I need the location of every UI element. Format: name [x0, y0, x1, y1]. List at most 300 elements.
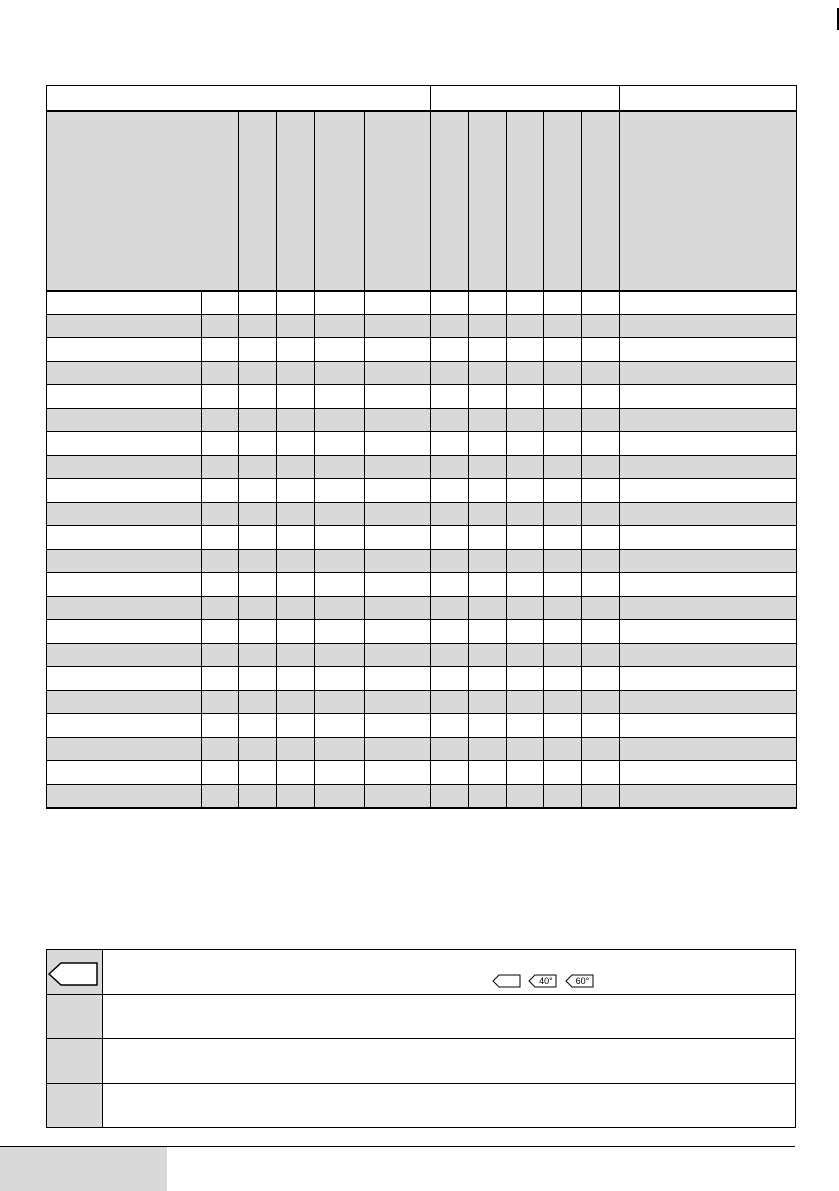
table-cell [202, 526, 239, 550]
table-row [47, 549, 797, 573]
table-row [47, 502, 797, 526]
table-cell [239, 408, 277, 432]
table-cell [469, 643, 507, 667]
table-cell [47, 714, 202, 738]
table-cell [277, 408, 315, 432]
table-cell [544, 573, 582, 597]
symbol-legend-table [46, 949, 796, 1128]
table-cell [507, 549, 544, 573]
table-cell [277, 455, 315, 479]
group-header-cell [431, 86, 620, 111]
table-cell [365, 784, 431, 808]
legend-row [47, 994, 796, 1039]
table-cell [431, 714, 469, 738]
table-cell [507, 408, 544, 432]
table-cell [469, 596, 507, 620]
table-cell [365, 667, 431, 691]
table-cell [277, 737, 315, 761]
legend-text-cell [103, 994, 796, 1039]
table-row [47, 408, 797, 432]
column-header-cell [431, 111, 469, 291]
table-cell [47, 338, 202, 362]
table-cell [431, 385, 469, 409]
table-cell [431, 690, 469, 714]
table-cell [365, 338, 431, 362]
table-cell [620, 502, 797, 526]
table-cell [315, 502, 365, 526]
table-cell [544, 361, 582, 385]
table-cell [544, 526, 582, 550]
table-row [47, 620, 797, 644]
table-cell [202, 314, 239, 338]
table-cell [277, 620, 315, 644]
table-cell [582, 432, 620, 456]
table-cell [431, 361, 469, 385]
table-cell [507, 455, 544, 479]
table-cell [431, 620, 469, 644]
column-header-cell [620, 111, 797, 291]
table-cell [469, 690, 507, 714]
table-cell [620, 573, 797, 597]
legend-text-cell [103, 1083, 796, 1128]
table-cell [620, 596, 797, 620]
table-cell [507, 690, 544, 714]
table-cell [469, 338, 507, 362]
legend-symbol-cell [47, 1083, 103, 1128]
table-cell [582, 291, 620, 315]
table-cell [469, 455, 507, 479]
table-cell [507, 737, 544, 761]
table-cell [239, 690, 277, 714]
table-row [47, 690, 797, 714]
table-cell [620, 338, 797, 362]
table-row [47, 784, 797, 808]
table-row [47, 737, 797, 761]
table-cell [469, 479, 507, 503]
table-cell [544, 596, 582, 620]
table-cell [365, 408, 431, 432]
table-cell [431, 479, 469, 503]
table-cell [239, 291, 277, 315]
table-row [47, 667, 797, 691]
table-cell [365, 714, 431, 738]
table-cell [365, 643, 431, 667]
table-cell [507, 784, 544, 808]
table-cell [544, 690, 582, 714]
column-header-cell [582, 111, 620, 291]
table-cell [202, 479, 239, 503]
table-cell [315, 737, 365, 761]
table-cell [582, 314, 620, 338]
table-row [47, 455, 797, 479]
table-cell [315, 620, 365, 644]
table-cell [202, 549, 239, 573]
table-cell [582, 596, 620, 620]
table-cell [507, 479, 544, 503]
table-cell [620, 761, 797, 785]
table-cell [365, 291, 431, 315]
table-cell [431, 455, 469, 479]
table-cell [544, 620, 582, 644]
table-cell [277, 643, 315, 667]
table-cell [469, 432, 507, 456]
legend-text-cell [103, 1039, 796, 1084]
table-cell [544, 502, 582, 526]
table-cell [47, 596, 202, 620]
table-cell [239, 314, 277, 338]
table-cell [582, 667, 620, 691]
table-cell [47, 620, 202, 644]
table-cell [620, 385, 797, 409]
table-cell [202, 596, 239, 620]
table-cell [582, 549, 620, 573]
table-cell [431, 737, 469, 761]
table-cell [507, 432, 544, 456]
footer-page-tab [0, 1147, 167, 1191]
table-cell [239, 361, 277, 385]
legend-symbol-cell [47, 994, 103, 1039]
table-cell [277, 314, 315, 338]
table-cell [431, 784, 469, 808]
table-cell [431, 502, 469, 526]
table-row [47, 338, 797, 362]
program-table [46, 85, 797, 809]
table-cell [277, 667, 315, 691]
table-cell [202, 361, 239, 385]
table-cell [277, 714, 315, 738]
table-cell [544, 314, 582, 338]
table-cell [47, 761, 202, 785]
table-cell [507, 502, 544, 526]
table-cell [544, 784, 582, 808]
table-cell [544, 408, 582, 432]
table-cell [469, 291, 507, 315]
table-cell [202, 408, 239, 432]
table-cell [315, 455, 365, 479]
table-cell [202, 690, 239, 714]
table-cell [582, 737, 620, 761]
temperature-tag-label: 40° [539, 976, 553, 986]
table-cell [582, 455, 620, 479]
table-cell [544, 643, 582, 667]
table-cell [365, 690, 431, 714]
table-cell [277, 761, 315, 785]
table-cell [469, 526, 507, 550]
table-cell [47, 690, 202, 714]
table-cell [239, 620, 277, 644]
table-cell [202, 620, 239, 644]
temperature-tag-40-icon [528, 974, 557, 988]
table-cell [507, 714, 544, 738]
table-row [47, 714, 797, 738]
table-cell [365, 596, 431, 620]
table-cell [239, 784, 277, 808]
table-cell [620, 620, 797, 644]
table-cell [277, 479, 315, 503]
table-cell [582, 526, 620, 550]
table-cell [507, 338, 544, 362]
table-row [47, 291, 797, 315]
temperature-tag-label: 60° [575, 976, 590, 986]
table-cell [365, 455, 431, 479]
table-cell [431, 573, 469, 597]
table-cell [365, 526, 431, 550]
table-group-header-row [47, 86, 797, 111]
table-cell [202, 573, 239, 597]
table-cell [202, 385, 239, 409]
table-cell [544, 291, 582, 315]
column-header-cell [507, 111, 544, 291]
table-cell [507, 361, 544, 385]
table-cell [202, 432, 239, 456]
table-cell [620, 432, 797, 456]
table-cell [431, 526, 469, 550]
table-cell [620, 526, 797, 550]
table-cell [47, 526, 202, 550]
column-header-cell [239, 111, 277, 291]
table-cell [47, 479, 202, 503]
temperature-tags [492, 974, 597, 988]
table-cell [239, 502, 277, 526]
table-cell [315, 432, 365, 456]
table-cell [315, 667, 365, 691]
table-cell [315, 761, 365, 785]
table-cell [469, 573, 507, 597]
table-cell [239, 643, 277, 667]
table-cell [315, 314, 365, 338]
table-cell [469, 714, 507, 738]
table-cell [469, 361, 507, 385]
column-header-cell [365, 111, 431, 291]
table-cell [277, 596, 315, 620]
table-cell [544, 432, 582, 456]
table-cell [202, 338, 239, 362]
table-cell [620, 455, 797, 479]
table-cell [582, 573, 620, 597]
table-cell [239, 573, 277, 597]
table-cell [277, 502, 315, 526]
table-cell [507, 596, 544, 620]
table-cell [277, 291, 315, 315]
table-cell [239, 526, 277, 550]
table-cell [47, 502, 202, 526]
table-cell [47, 432, 202, 456]
table-cell [365, 432, 431, 456]
table-cell [582, 385, 620, 409]
table-cell [202, 667, 239, 691]
table-cell [239, 432, 277, 456]
legend-symbol-cell [47, 1039, 103, 1084]
table-cell [507, 643, 544, 667]
table-cell [315, 526, 365, 550]
column-header-cell [469, 111, 507, 291]
table-cell [431, 338, 469, 362]
table-cell [620, 784, 797, 808]
table-cell [239, 549, 277, 573]
table-cell [277, 385, 315, 409]
table-cell [47, 573, 202, 597]
table-cell [620, 479, 797, 503]
table-cell [239, 596, 277, 620]
table-cell [315, 784, 365, 808]
table-row [47, 761, 797, 785]
table-cell [47, 291, 202, 315]
table-cell [507, 385, 544, 409]
table-cell [365, 502, 431, 526]
table-cell [582, 408, 620, 432]
table-cell [507, 526, 544, 550]
table-cell [469, 314, 507, 338]
table-cell [582, 714, 620, 738]
group-header-cell [620, 86, 797, 111]
table-cell [47, 455, 202, 479]
table-cell [469, 761, 507, 785]
table-cell [47, 643, 202, 667]
table-cell [582, 690, 620, 714]
table-cell [202, 784, 239, 808]
table-cell [582, 620, 620, 644]
table-row [47, 526, 797, 550]
table-cell [507, 314, 544, 338]
table-cell [365, 573, 431, 597]
table-cell [365, 314, 431, 338]
table-cell [315, 573, 365, 597]
table-cell [431, 314, 469, 338]
table-cell [315, 338, 365, 362]
table-cell [431, 667, 469, 691]
table-cell [620, 408, 797, 432]
table-cell [544, 455, 582, 479]
temperature-tag-60-icon [565, 974, 594, 988]
table-cell [544, 338, 582, 362]
table-cell [47, 361, 202, 385]
table-cell [315, 714, 365, 738]
table-cell [277, 338, 315, 362]
column-header-cell [315, 111, 365, 291]
table-cell [544, 737, 582, 761]
table-cell [582, 361, 620, 385]
table-cell [620, 291, 797, 315]
table-cell [239, 714, 277, 738]
table-cell [469, 667, 507, 691]
table-cell [431, 596, 469, 620]
table-cell [47, 408, 202, 432]
temperature-tag-cold-icon [492, 974, 521, 988]
table-cell [507, 667, 544, 691]
table-cell [620, 549, 797, 573]
table-cell [620, 361, 797, 385]
table-row [47, 573, 797, 597]
table-row [47, 361, 797, 385]
temperature-tag-icon [47, 960, 99, 988]
table-cell [315, 549, 365, 573]
table-cell [202, 455, 239, 479]
table-cell [47, 737, 202, 761]
table-cell [507, 620, 544, 644]
table-cell [431, 291, 469, 315]
table-cell [582, 761, 620, 785]
table-cell [544, 549, 582, 573]
column-header-cell [277, 111, 315, 291]
table-cell [47, 667, 202, 691]
table-cell [315, 361, 365, 385]
table-row [47, 385, 797, 409]
table-cell [365, 549, 431, 573]
table-cell [202, 737, 239, 761]
table-cell [365, 620, 431, 644]
table-cell [315, 479, 365, 503]
program-table-body [47, 291, 797, 808]
table-cell [365, 361, 431, 385]
table-cell [365, 761, 431, 785]
table-cell [277, 526, 315, 550]
table-cell [544, 761, 582, 785]
table-cell [507, 291, 544, 315]
table-cell [202, 291, 239, 315]
table-cell [315, 643, 365, 667]
table-cell [202, 643, 239, 667]
table-cell [277, 549, 315, 573]
table-cell [239, 338, 277, 362]
table-cell [315, 690, 365, 714]
table-cell [620, 314, 797, 338]
table-cell [582, 784, 620, 808]
table-cell [431, 408, 469, 432]
table-cell [431, 549, 469, 573]
table-cell [365, 385, 431, 409]
legend-row [47, 1039, 796, 1084]
table-cell [507, 761, 544, 785]
table-cell [239, 479, 277, 503]
legend-row [47, 1083, 796, 1128]
table-cell [431, 643, 469, 667]
table-cell [315, 291, 365, 315]
table-cell [507, 573, 544, 597]
legend-symbol-cell [47, 950, 103, 995]
table-cell [620, 667, 797, 691]
table-cell [544, 479, 582, 503]
table-row [47, 479, 797, 503]
table-cell [469, 737, 507, 761]
table-cell [277, 784, 315, 808]
table-row [47, 432, 797, 456]
table-row [47, 643, 797, 667]
table-cell [469, 549, 507, 573]
table-cell [469, 408, 507, 432]
table-cell [239, 761, 277, 785]
table-cell [431, 761, 469, 785]
group-header-cell [47, 86, 431, 111]
table-cell [582, 643, 620, 667]
table-cell [544, 714, 582, 738]
table-cell [239, 737, 277, 761]
column-header-cell [544, 111, 582, 291]
table-cell [239, 667, 277, 691]
table-cell [202, 714, 239, 738]
table-cell [47, 385, 202, 409]
table-cell [315, 408, 365, 432]
table-cell [315, 596, 365, 620]
table-cell [202, 761, 239, 785]
table-cell [202, 502, 239, 526]
table-cell [469, 784, 507, 808]
table-cell [365, 737, 431, 761]
table-cell [277, 432, 315, 456]
table-cell [239, 385, 277, 409]
table-row [47, 314, 797, 338]
table-cell [544, 667, 582, 691]
table-cell [277, 573, 315, 597]
